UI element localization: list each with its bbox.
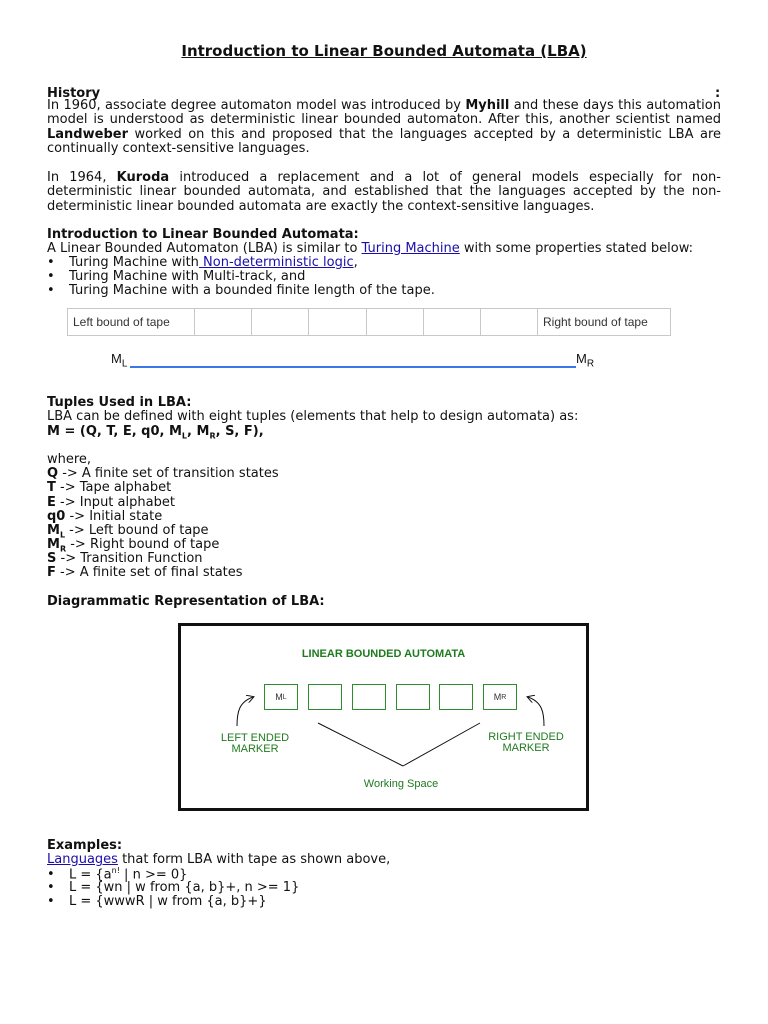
list-item: • Turing Machine with Non-deterministic logic, <box>47 255 358 270</box>
diagram-title: LINEAR BOUNDED AUTOMATA <box>301 648 466 660</box>
tuple-item: S -> Transition Function <box>47 551 203 566</box>
list-item: • $L = \{a^{n!}$ | n >= 0} <box>47 866 188 883</box>
turing-machine-link[interactable]: Turing Machine <box>361 241 460 256</box>
lba-diagram <box>178 623 589 811</box>
tape-cell <box>252 309 309 335</box>
examples-line: Languages that form LBA with tape as shown above, <box>47 852 391 867</box>
tuple-item: Q -> A finite set of transition states <box>47 466 279 481</box>
tuple-item: $M_R$ -> Right bound of tape <box>47 537 220 554</box>
diagram-ml-box: M L <box>264 684 298 710</box>
tuple-item: E -> Input alphabet <box>47 495 175 510</box>
tuples-formula: M = (Q, T, E, q0, $M_L$, $M_R$, S, F), <box>47 424 264 441</box>
examples-heading: Examples: <box>47 838 123 853</box>
languages-link[interactable]: Languages <box>47 852 118 867</box>
tape-span-line <box>130 366 576 368</box>
list-item: • L = {wn | w from {a, b}+, n >= 1} <box>47 880 300 895</box>
tape-cell <box>481 309 538 335</box>
tape-right-bound-cell: Right bound of tape <box>543 315 648 329</box>
left-marker-arrow <box>237 697 253 726</box>
tape-cell <box>195 309 252 335</box>
tape-cell <box>424 309 481 335</box>
tape-cell <box>367 309 424 335</box>
working-space-label: Working Space <box>363 778 439 790</box>
left-ended-marker-label: LEFT ENDED MARKER <box>220 732 290 755</box>
where-label: where, <box>47 452 92 467</box>
tape-left-bound-cell: Left bound of tape <box>68 309 195 335</box>
history-heading: History <box>47 86 101 101</box>
tuple-item: T -> Tape alphabet <box>47 480 172 495</box>
diagram-mr-box: M R <box>483 684 517 710</box>
tuple-item: $M_L$ -> Left bound of tape <box>47 523 209 540</box>
list-item: • Turing Machine with a bounded finite length of the tape. <box>47 283 435 298</box>
history-paragraph-2: In 1964, Kuroda introduced a replacement and a lot of general models especially for non-deterministic linear bounded automata, and established that the languages accepted by the non-deterministic linear bounded automata are exactly the context-sensitive languages. <box>47 170 721 214</box>
tuple-item: q0 -> Initial state <box>47 509 163 524</box>
list-item: • L = {wwwR | w from {a, b}+} <box>47 894 267 909</box>
diagram-heading: Diagrammatic Representation of LBA: <box>47 594 325 609</box>
working-space-line-left <box>318 723 403 766</box>
intro-heading: Introduction to Linear Bounded Automata: <box>47 227 359 242</box>
mr-label: $M_R$ <box>576 351 595 370</box>
intro-line: A Linear Bounded Automaton (LBA) is similar to Turing Machine with some properties stated below: <box>47 241 694 256</box>
list-item: • Turing Machine with Multi-track, and <box>47 269 306 284</box>
history-paragraph-1: In 1960, associate degree automaton model was introduced by Myhill and these days this automation model is understood as deterministic linear bounded automaton. After this, another scientist named Landweber worked on this and proposed that the languages accepted by a deterministic LBA are continually context-sensitive languages. <box>47 98 721 156</box>
tape-cell <box>309 309 367 335</box>
right-marker-arrow <box>528 697 544 726</box>
tuple-item: F -> A finite set of final states <box>47 565 243 580</box>
history-colon: : <box>715 86 721 101</box>
working-space-line-right <box>403 723 480 766</box>
non-deterministic-logic-link[interactable]: Non-deterministic logic <box>198 255 354 270</box>
tuples-line: LBA can be defined with eight tuples (elements that help to design automata) as: <box>47 409 579 424</box>
right-ended-marker-label: RIGHT ENDED MARKER <box>488 731 564 754</box>
tuples-heading: Tuples Used in LBA: <box>47 395 192 410</box>
page-title: Introduction to Linear Bounded Automata (LBA) <box>181 42 587 60</box>
ml-label: $M_L$ <box>111 351 128 370</box>
tape-table <box>67 308 671 336</box>
